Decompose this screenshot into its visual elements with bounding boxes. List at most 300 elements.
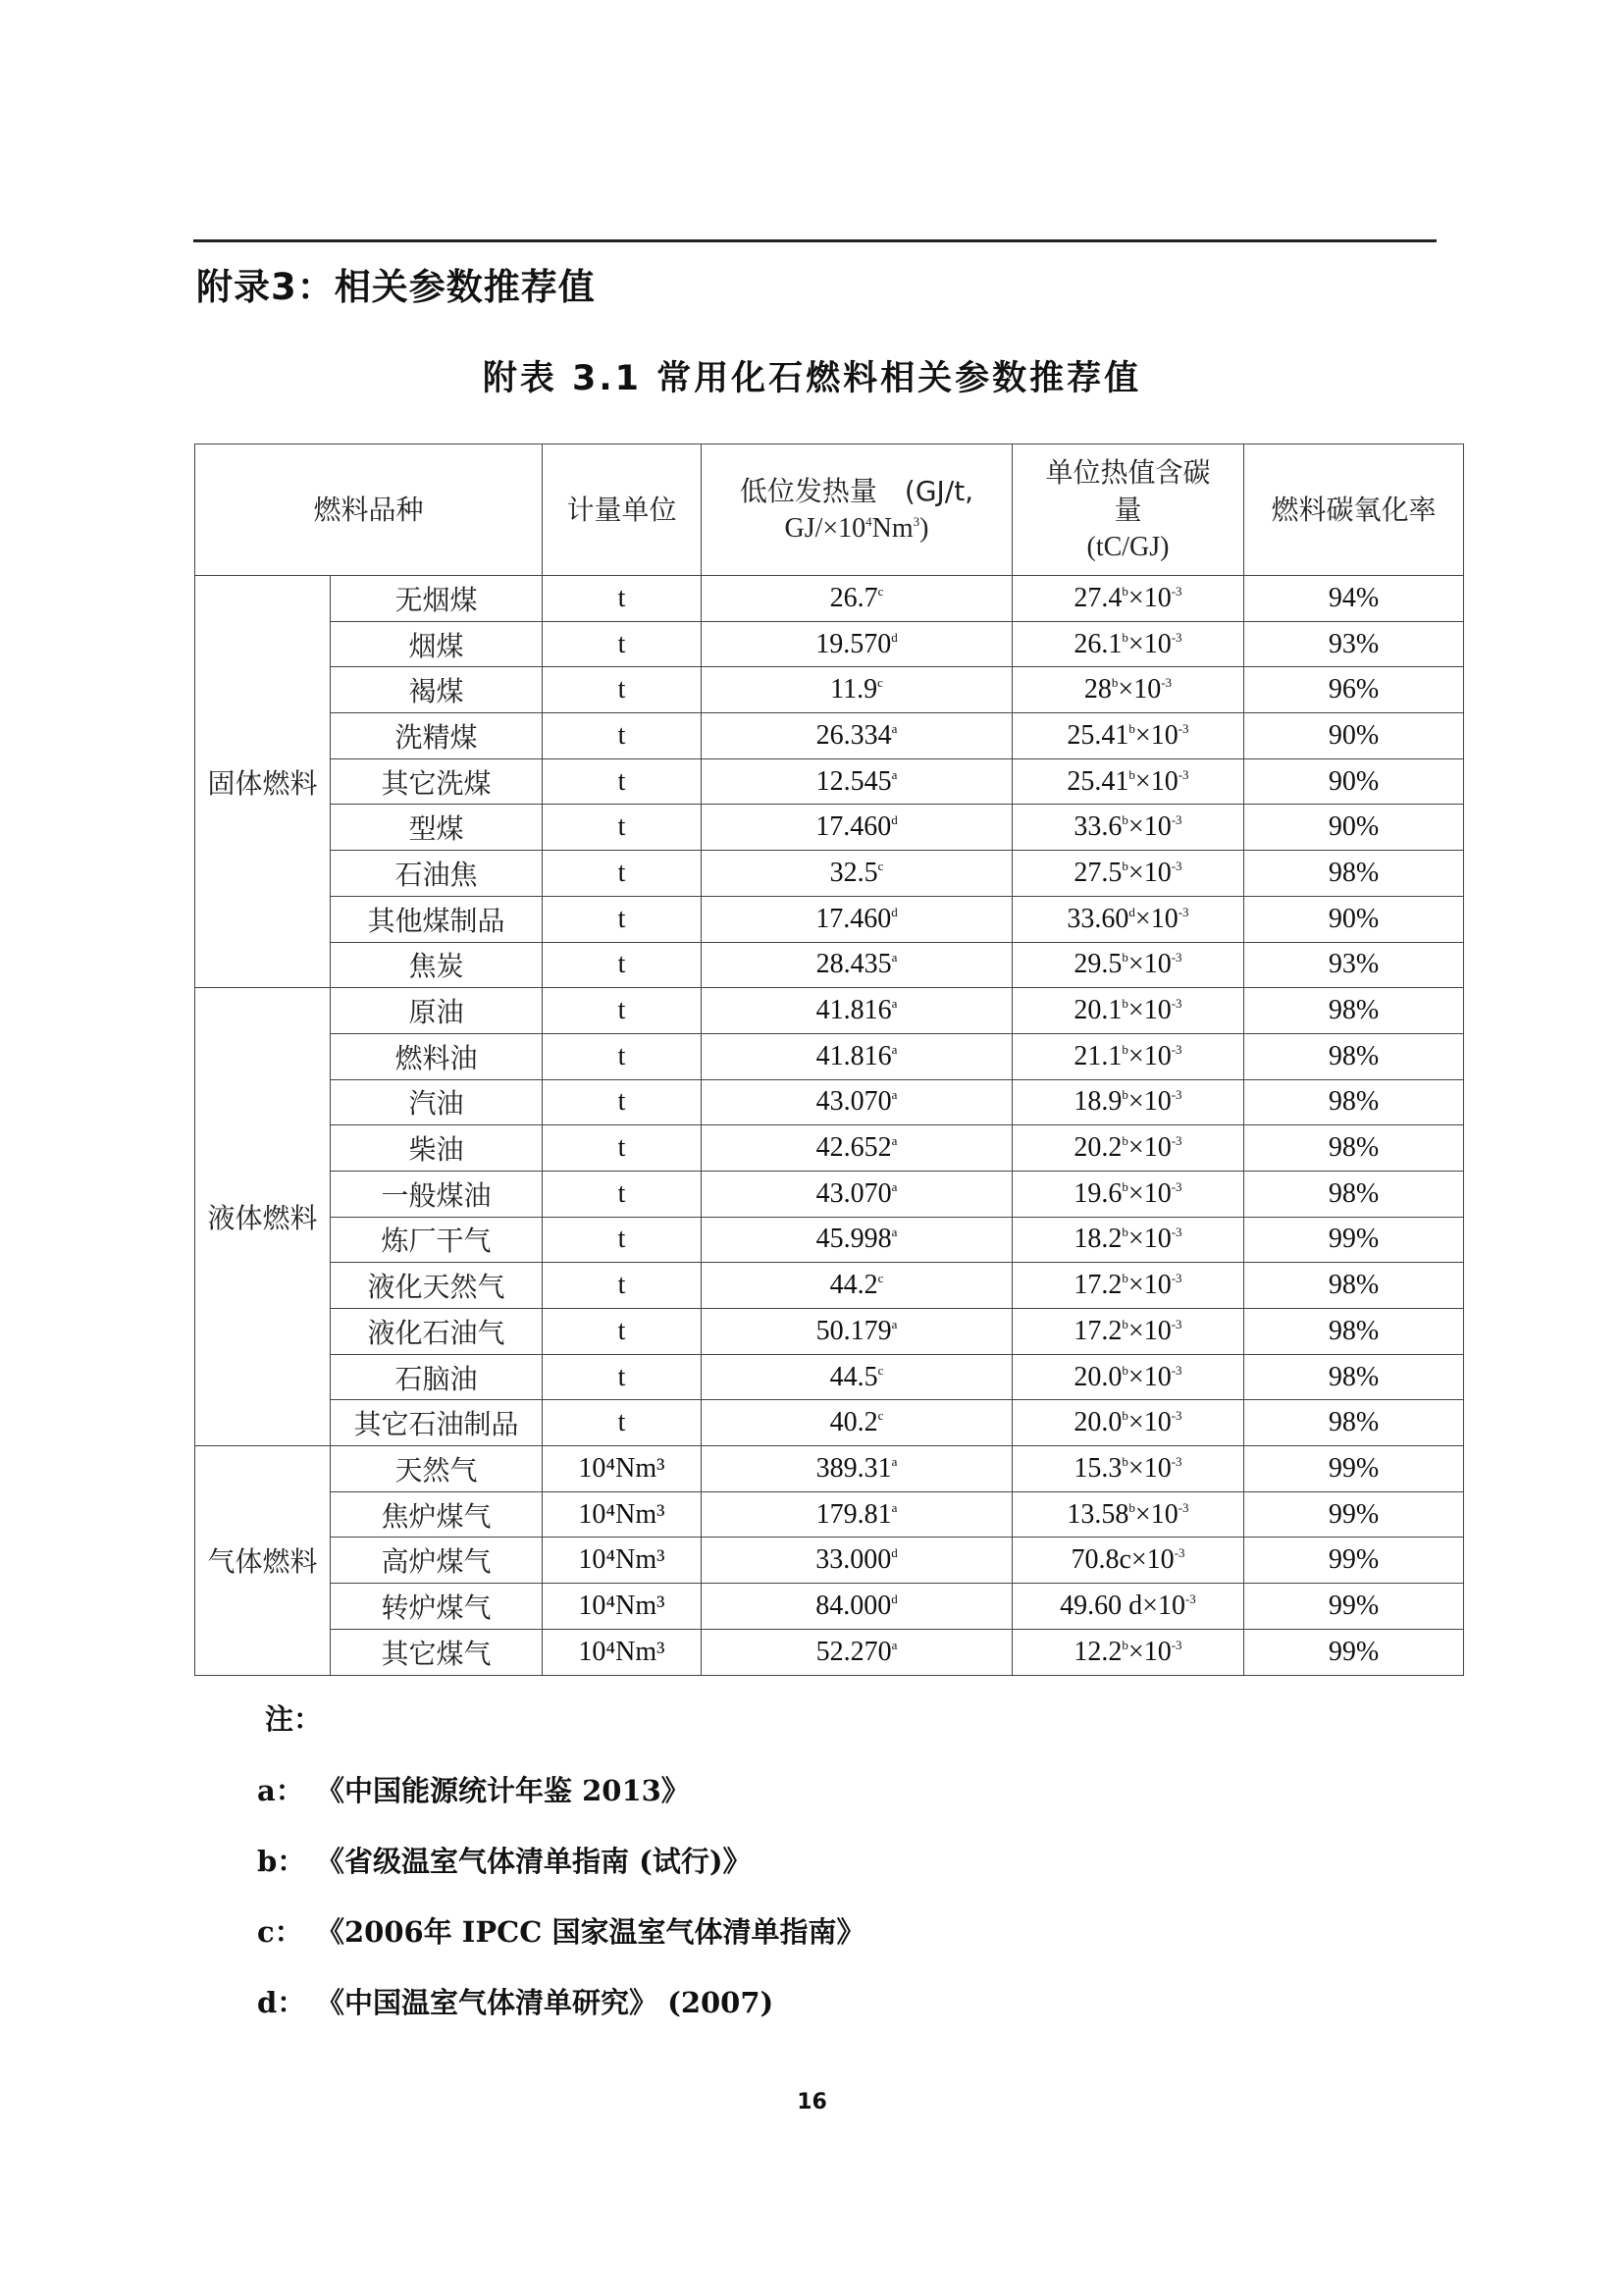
ncv-cell (702, 758, 1013, 805)
ncv-value: 84.000 (815, 1590, 892, 1621)
ncv-source-mark: a (891, 720, 898, 736)
cc-source-mark: b (1128, 766, 1135, 782)
category-cell: 液体燃料 (195, 988, 331, 1446)
oxidation-rate-cell: 99% (1244, 1538, 1464, 1584)
cc-multiplier: ×10 (1142, 1590, 1185, 1621)
note-b: b： 《省级温室气体清单指南 (试行)》 (257, 1845, 752, 1878)
ncv-cell (702, 1491, 1013, 1538)
ncv-source-mark: d (891, 1545, 898, 1561)
ncv-source-mark: a (891, 1316, 898, 1331)
cc-multiplier: ×10 (1134, 765, 1179, 797)
table-body (195, 576, 1464, 1676)
ncv-source-mark: c (877, 858, 884, 873)
fuel-name-cell: 天然气 (331, 1446, 543, 1492)
top-rule (193, 239, 1437, 242)
cc-exponent: -3 (1171, 1362, 1182, 1378)
unit-cell: t (543, 621, 702, 667)
header-oxidation-rate: 燃料碳氧化率 (1244, 444, 1464, 576)
ncv-value: 43.070 (815, 1086, 892, 1118)
cc-multiplier: ×10 (1134, 1498, 1179, 1530)
ncv-cell (702, 1629, 1013, 1675)
unit-cell: t (543, 1217, 702, 1263)
ncv-value: 50.179 (815, 1315, 892, 1346)
cc-exponent: -3 (1171, 1408, 1182, 1424)
cc-value: 20.2 (1074, 1132, 1123, 1164)
ncv-cell (702, 1446, 1013, 1492)
ncv-cell (702, 1538, 1013, 1584)
table-row (195, 1033, 1464, 1079)
cc-multiplier: ×10 (1127, 1040, 1172, 1071)
carbon-content-cell (1013, 1263, 1244, 1309)
cc-source-mark: b (1122, 1362, 1128, 1378)
table-row (195, 896, 1464, 942)
ncv-source-mark: a (891, 1225, 898, 1240)
cc-value: 18.2 (1074, 1224, 1123, 1255)
cc-multiplier: ×10 (1134, 903, 1179, 934)
cc-value: 29.5 (1074, 949, 1123, 980)
cc-exponent: -3 (1171, 1637, 1182, 1652)
unit-cell: 10⁴Nm³ (543, 1446, 702, 1492)
cc-value: 20.0 (1074, 1407, 1123, 1438)
unit-cell: t (543, 576, 702, 622)
page-number: 16 (797, 2090, 827, 2114)
ncv-value: 11.9 (830, 674, 878, 705)
ncv-cell (702, 896, 1013, 942)
fuel-name-cell: 其它石油制品 (331, 1400, 543, 1446)
fuel-parameters-table (194, 443, 1464, 1676)
ncv-cell (702, 713, 1013, 759)
cc-value: 17.2 (1074, 1270, 1123, 1301)
unit-cell: t (543, 667, 702, 713)
ncv-source-mark: d (891, 812, 898, 828)
cc-source-mark: b (1122, 1453, 1128, 1469)
cc-multiplier: ×10 (1134, 719, 1179, 751)
ncv-value: 40.2 (829, 1407, 878, 1438)
fuel-name-cell: 柴油 (331, 1125, 543, 1172)
cc-source-mark: b (1122, 583, 1128, 599)
ncv-source-mark: a (891, 766, 898, 782)
table-row (195, 1079, 1464, 1125)
oxidation-rate-cell: 94% (1244, 576, 1464, 622)
ncv-value: 12.545 (815, 765, 892, 797)
table-row (195, 1538, 1464, 1584)
cc-multiplier: ×10 (1127, 1132, 1172, 1164)
ncv-value: 45.998 (815, 1224, 892, 1255)
fuel-name-cell: 汽油 (331, 1079, 543, 1125)
oxidation-rate-cell: 99% (1244, 1491, 1464, 1538)
table-header-row (195, 444, 1464, 576)
table-row (195, 1584, 1464, 1630)
note-a: a： 《中国能源统计年鉴 2013》 (257, 1774, 690, 1807)
unit-cell: t (543, 1400, 702, 1446)
ncv-value: 42.652 (815, 1132, 892, 1164)
carbon-content-cell (1013, 1400, 1244, 1446)
fuel-name-cell: 液化天然气 (331, 1263, 543, 1309)
fuel-name-cell: 一般煤油 (331, 1171, 543, 1217)
cc-multiplier: ×10 (1127, 628, 1172, 659)
ncv-value: 17.460 (815, 903, 892, 934)
cc-source-mark: b (1122, 1316, 1128, 1331)
table-row (195, 1629, 1464, 1675)
cc-value: 25.41 (1067, 765, 1129, 797)
oxidation-rate-cell: 99% (1244, 1217, 1464, 1263)
cc-source-mark: b (1122, 996, 1128, 1012)
cc-multiplier: ×10 (1127, 949, 1172, 980)
carbon-content-cell (1013, 667, 1244, 713)
cc-value: 20.1 (1074, 995, 1123, 1026)
ncv-cell (702, 942, 1013, 988)
table-row (195, 621, 1464, 667)
table-row (195, 1446, 1464, 1492)
ncv-source-mark: c (877, 1271, 884, 1286)
carbon-content-cell (1013, 1171, 1244, 1217)
fuel-name-cell: 原油 (331, 988, 543, 1034)
oxidation-rate-cell: 96% (1244, 667, 1464, 713)
cc-exponent: -3 (1171, 583, 1182, 599)
unit-cell: t (543, 1171, 702, 1217)
note-c: c： 《2006年 IPCC 国家温室气体清单指南》 (257, 1915, 865, 1949)
carbon-content-cell (1013, 1446, 1244, 1492)
cc-value: 17.2 (1074, 1315, 1123, 1346)
cc-multiplier: ×10 (1127, 1224, 1172, 1255)
ncv-cell (702, 851, 1013, 897)
cc-value: 70.8c (1071, 1544, 1131, 1576)
fuel-name-cell: 燃料油 (331, 1033, 543, 1079)
ncv-cell (702, 1125, 1013, 1172)
carbon-content-cell (1013, 621, 1244, 667)
cc-source-mark: b (1128, 720, 1135, 736)
fuel-name-cell: 石油焦 (331, 851, 543, 897)
cc-exponent: -3 (1171, 1041, 1182, 1057)
ncv-cell (702, 1171, 1013, 1217)
oxidation-rate-cell: 98% (1244, 1171, 1464, 1217)
carbon-content-cell (1013, 1217, 1244, 1263)
table-row (195, 1171, 1464, 1217)
oxidation-rate-cell: 98% (1244, 1079, 1464, 1125)
cc-exponent: -3 (1171, 1316, 1182, 1331)
oxidation-rate-cell: 98% (1244, 1033, 1464, 1079)
carbon-content-cell (1013, 1629, 1244, 1675)
fuel-name-cell: 其它洗煤 (331, 758, 543, 805)
ncv-value: 33.000 (815, 1544, 892, 1576)
ncv-value: 41.816 (815, 995, 892, 1026)
table-row (195, 988, 1464, 1034)
ncv-source-mark: a (891, 1637, 898, 1652)
cc-value: 19.6 (1074, 1177, 1123, 1209)
ncv-cell (702, 667, 1013, 713)
cc-exponent: -3 (1171, 1225, 1182, 1240)
header-cc-line3: (tC/GJ) (1086, 531, 1170, 562)
cc-value: 28 (1083, 674, 1112, 705)
ncv-cell (702, 1263, 1013, 1309)
cc-multiplier: ×10 (1127, 1361, 1172, 1392)
cc-exponent: -3 (1171, 858, 1182, 873)
ncv-value: 19.570 (815, 628, 892, 659)
ncv-value: 43.070 (815, 1177, 892, 1209)
cc-multiplier: ×10 (1127, 857, 1172, 888)
table-row (195, 758, 1464, 805)
ncv-value: 28.435 (815, 949, 892, 980)
header-fuel-type: 燃料品种 (195, 444, 543, 576)
cc-value: 13.58 (1067, 1498, 1129, 1530)
unit-cell: 10⁴Nm³ (543, 1629, 702, 1675)
cc-source-mark: b (1122, 1408, 1128, 1424)
cc-exponent: -3 (1171, 1453, 1182, 1469)
cc-multiplier: ×10 (1127, 995, 1172, 1026)
ncv-cell (702, 1217, 1013, 1263)
fuel-name-cell: 焦炭 (331, 942, 543, 988)
table-row (195, 942, 1464, 988)
carbon-content-cell (1013, 1309, 1244, 1355)
fuel-name-cell: 洗精煤 (331, 713, 543, 759)
cc-source-mark: b (1122, 1271, 1128, 1286)
cc-exponent: -3 (1171, 812, 1182, 828)
ncv-value: 17.460 (815, 811, 892, 843)
ncv-value: 179.81 (815, 1498, 892, 1530)
ncv-value: 52.270 (815, 1636, 892, 1667)
ncv-cell (702, 805, 1013, 851)
cc-value: 33.60 (1067, 903, 1129, 934)
cc-value: 49.60 d (1060, 1590, 1143, 1621)
cc-exponent: -3 (1171, 1271, 1182, 1286)
cc-value: 33.6 (1074, 811, 1123, 843)
table-row (195, 1354, 1464, 1400)
unit-cell: t (543, 1125, 702, 1172)
cc-multiplier: ×10 (1127, 1270, 1172, 1301)
cc-source-mark: b (1122, 858, 1128, 873)
fuel-name-cell: 其它煤气 (331, 1629, 543, 1675)
ncv-cell (702, 576, 1013, 622)
table-row (195, 576, 1464, 622)
unit-cell: 10⁴Nm³ (543, 1584, 702, 1630)
cc-exponent: -3 (1171, 1133, 1182, 1149)
oxidation-rate-cell: 98% (1244, 988, 1464, 1034)
unit-cell: t (543, 942, 702, 988)
ncv-source-mark: d (891, 1591, 898, 1606)
cc-multiplier: ×10 (1127, 811, 1172, 843)
oxidation-rate-cell: 98% (1244, 1263, 1464, 1309)
carbon-content-cell (1013, 1033, 1244, 1079)
table-row (195, 713, 1464, 759)
cc-value: 18.9 (1074, 1086, 1123, 1118)
cc-multiplier: ×10 (1118, 674, 1162, 705)
oxidation-rate-cell: 99% (1244, 1629, 1464, 1675)
unit-cell: t (543, 1079, 702, 1125)
ncv-source-mark: c (877, 1408, 884, 1424)
unit-cell: t (543, 1263, 702, 1309)
ncv-source-mark: d (891, 904, 898, 919)
cc-source-mark: b (1122, 1041, 1128, 1057)
table-row (195, 1217, 1464, 1263)
table-row (195, 1125, 1464, 1172)
cc-exponent: -3 (1171, 1178, 1182, 1194)
header-cc-line2: 量 (1114, 493, 1142, 526)
cc-multiplier: ×10 (1127, 1636, 1172, 1667)
notes-section (257, 1697, 864, 2054)
cc-value: 27.4 (1074, 582, 1123, 613)
cc-value: 27.5 (1074, 857, 1123, 888)
category-cell: 固体燃料 (195, 576, 331, 988)
oxidation-rate-cell: 90% (1244, 805, 1464, 851)
carbon-content-cell (1013, 758, 1244, 805)
cc-exponent: -3 (1184, 1591, 1196, 1606)
cc-source-mark: b (1122, 1178, 1128, 1194)
ncv-cell (702, 1033, 1013, 1079)
carbon-content-cell (1013, 713, 1244, 759)
cc-source-mark: b (1122, 1225, 1128, 1240)
cc-source-mark: b (1111, 675, 1119, 691)
cc-value: 15.3 (1074, 1452, 1123, 1484)
table-row (195, 1491, 1464, 1538)
cc-source-mark: b (1122, 1637, 1128, 1652)
carbon-content-cell (1013, 988, 1244, 1034)
cc-exponent: -3 (1171, 1087, 1182, 1103)
ncv-cell (702, 1309, 1013, 1355)
oxidation-rate-cell: 90% (1244, 713, 1464, 759)
cc-source-mark: b (1122, 812, 1128, 828)
oxidation-rate-cell: 98% (1244, 1125, 1464, 1172)
ncv-value: 44.2 (829, 1270, 878, 1301)
unit-cell: t (543, 805, 702, 851)
oxidation-rate-cell: 99% (1244, 1584, 1464, 1630)
cc-multiplier: ×10 (1127, 582, 1172, 613)
oxidation-rate-cell: 98% (1244, 1354, 1464, 1400)
cc-value: 26.1 (1074, 628, 1123, 659)
cc-exponent: -3 (1178, 766, 1189, 782)
table-row (195, 1263, 1464, 1309)
carbon-content-cell (1013, 1538, 1244, 1584)
carbon-content-cell (1013, 1354, 1244, 1400)
header-ncv-line1: 低位发热量 (GJ/t, (739, 474, 974, 507)
ncv-source-mark: a (891, 1133, 898, 1149)
carbon-content-cell (1013, 1079, 1244, 1125)
unit-cell: t (543, 1033, 702, 1079)
carbon-content-cell (1013, 576, 1244, 622)
cc-multiplier: ×10 (1127, 1177, 1172, 1209)
carbon-content-cell (1013, 896, 1244, 942)
cc-exponent: -3 (1171, 629, 1182, 645)
fuel-name-cell: 炼厂干气 (331, 1217, 543, 1263)
table-row (195, 1309, 1464, 1355)
cc-value: 20.0 (1074, 1361, 1123, 1392)
ncv-cell (702, 1354, 1013, 1400)
cc-exponent: -3 (1171, 950, 1182, 965)
ncv-value: 32.5 (829, 857, 878, 888)
fuel-name-cell: 高炉煤气 (331, 1538, 543, 1584)
carbon-content-cell (1013, 851, 1244, 897)
header-ncv (702, 444, 1013, 576)
oxidation-rate-cell: 98% (1244, 1400, 1464, 1446)
ncv-source-mark: c (877, 1362, 884, 1378)
cc-source-mark: b (1122, 950, 1128, 965)
appendix-heading: 附录3：相关参数推荐值 (196, 266, 596, 308)
table-row (195, 851, 1464, 897)
fuel-name-cell: 烟煤 (331, 621, 543, 667)
unit-cell: t (543, 851, 702, 897)
cc-exponent: -3 (1178, 720, 1189, 736)
fuel-name-cell: 焦炉煤气 (331, 1491, 543, 1538)
fuel-name-cell: 石脑油 (331, 1354, 543, 1400)
cc-source-mark: d (1128, 904, 1135, 919)
ncv-value: 41.816 (815, 1040, 892, 1071)
ncv-source-mark: a (891, 1499, 898, 1515)
header-ncv-line2: $GJ/\times 10^4Nm^3$) (784, 512, 929, 544)
header-carbon-content (1013, 444, 1244, 576)
fuel-name-cell: 转炉煤气 (331, 1584, 543, 1630)
unit-cell: t (543, 988, 702, 1034)
ncv-cell (702, 988, 1013, 1034)
ncv-cell (702, 1400, 1013, 1446)
carbon-content-cell (1013, 942, 1244, 988)
note-d: d： 《中国温室气体清单研究》 (2007) (257, 1986, 774, 2019)
cc-source-mark: b (1122, 629, 1128, 645)
ncv-source-mark: a (891, 1087, 898, 1103)
oxidation-rate-cell: 98% (1244, 1309, 1464, 1355)
fuel-name-cell: 无烟煤 (331, 576, 543, 622)
cc-exponent: -3 (1178, 1499, 1189, 1515)
cc-source-mark: b (1122, 1133, 1128, 1149)
table-row (195, 1400, 1464, 1446)
unit-cell: t (543, 1309, 702, 1355)
ncv-value: 26.7 (829, 582, 878, 613)
header-unit: 计量单位 (543, 444, 702, 576)
notes-title: 注： (265, 1702, 323, 1736)
ncv-source-mark: a (891, 996, 898, 1012)
ncv-source-mark: a (891, 1178, 898, 1194)
cc-source-mark: b (1128, 1499, 1135, 1515)
ncv-source-mark: c (877, 675, 883, 691)
fuel-name-cell: 其他煤制品 (331, 896, 543, 942)
cc-exponent: -3 (1171, 996, 1182, 1012)
cc-exponent: -3 (1174, 1545, 1185, 1561)
ncv-source-mark: a (891, 1453, 898, 1469)
cc-multiplier: ×10 (1127, 1086, 1172, 1118)
cc-multiplier: ×10 (1127, 1407, 1172, 1438)
cc-value: 25.41 (1067, 719, 1129, 751)
ncv-cell (702, 1584, 1013, 1630)
cc-multiplier: ×10 (1127, 1315, 1172, 1346)
category-cell: 气体燃料 (195, 1446, 331, 1675)
ncv-source-mark: d (891, 629, 898, 645)
fuel-name-cell: 型煤 (331, 805, 543, 851)
carbon-content-cell (1013, 1125, 1244, 1172)
ncv-source-mark: c (877, 583, 884, 599)
carbon-content-cell (1013, 1491, 1244, 1538)
unit-cell: t (543, 758, 702, 805)
oxidation-rate-cell: 93% (1244, 621, 1464, 667)
cc-source-mark: b (1122, 1087, 1128, 1103)
oxidation-rate-cell: 90% (1244, 758, 1464, 805)
ncv-value: 26.334 (815, 719, 892, 751)
ncv-source-mark: a (891, 950, 898, 965)
oxidation-rate-cell: 99% (1244, 1446, 1464, 1492)
ncv-value: 389.31 (815, 1452, 892, 1484)
cc-multiplier: ×10 (1130, 1544, 1175, 1576)
ncv-cell (702, 621, 1013, 667)
cc-exponent: -3 (1161, 675, 1173, 691)
cc-exponent: -3 (1178, 904, 1189, 919)
oxidation-rate-cell: 90% (1244, 896, 1464, 942)
oxidation-rate-cell: 98% (1244, 851, 1464, 897)
unit-cell: t (543, 896, 702, 942)
table-row (195, 805, 1464, 851)
cc-value: 12.2 (1074, 1636, 1123, 1667)
cc-multiplier: ×10 (1127, 1452, 1172, 1484)
ncv-source-mark: a (891, 1041, 898, 1057)
table-title: 附表 3.1 常用化石燃料相关参数推荐值 (482, 359, 1142, 398)
unit-cell: t (543, 1354, 702, 1400)
fuel-name-cell: 褐煤 (331, 667, 543, 713)
